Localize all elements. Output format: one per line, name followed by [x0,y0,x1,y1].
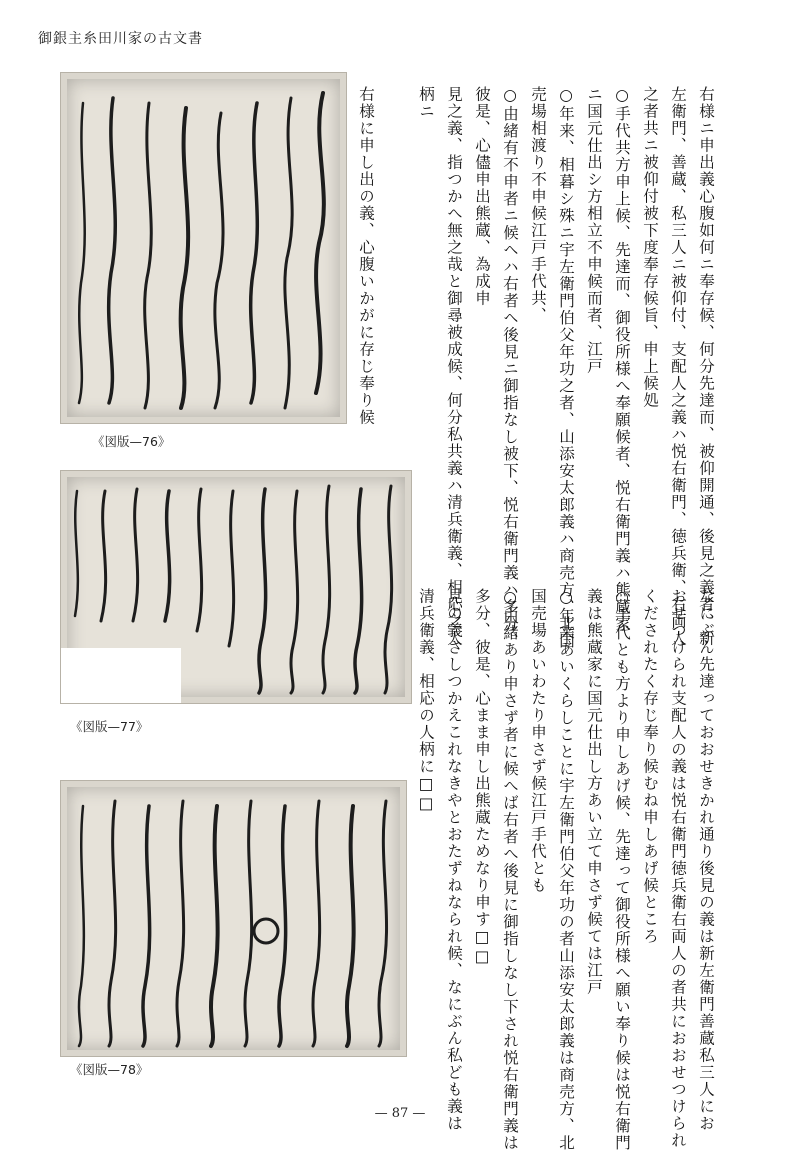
page-number: — 87 — [374,1106,426,1121]
text-line: 右様ニ申出義心腹如何ニ奉存候、何分先達而、被仰開通、後見之義者、新 [697,86,715,647]
text-line: くだされたく存じ奉り候むね申しあげ候ところ [641,588,659,945]
text-line: ○手代共方申上候、先達而、御役所様へ奉願候者、悦右衛門義ハ熊蔵家 [613,86,631,633]
calligraphy-strokes [61,781,406,1056]
text-line: おせつけられ支配人の義は悦右衛門徳兵衛右両人の者共におおせつけられ [669,588,687,1149]
text-line: ○由緒あり申さず者に候へば右者へ後見に御指しなし下され悦右衛門義は [501,588,519,1152]
text-line: 清兵衛義、相応の人柄に□□ [417,588,435,814]
text-line: 国売場あいわたり申さず候江戸手代とも [529,588,547,894]
figure-76-label: 《図版—76》 [92,434,171,449]
figure-77-image [60,470,412,704]
text-line: 売場相渡り不申候江戸手代共、 [529,86,547,324]
text-line: なにぶん先達っておおせきかれ通り後見の義は新左衛門善蔵私三人にお [697,588,715,1132]
text-line: ○年来、相暮シ殊ニ宇左衛門伯父年功之者、山添安太郎義ハ商売方、北国 [557,86,575,650]
figure-78-label: 《図版—78》 [70,1062,149,1077]
figure-78-image [60,780,407,1057]
figure-76-image [60,72,347,424]
text-line: ○年来あいくらしことに宇左衛門伯父年功の者山添安太郎義は商売方、北 [557,588,575,1152]
text-line: 義は熊蔵家に国元仕出し方あい立て申さず候ては江戸 [585,588,603,996]
text-line: ○由緒有不申者ニ候ヘハ右者ヘ後見ニ御指なし被下、悦右衛門義ハ多分、 [501,86,519,650]
text-line: ニ国元仕出シ方相立不申候而者、江戸 [585,86,603,375]
text-line: 彼是、心儘申出熊蔵、為成申 [473,86,491,307]
text-line: 左衛門、善蔵、私三人ニ被仰付、支配人之義ハ悦右衛門、徳兵衛、右両人 [669,86,687,647]
original-transcription [412,86,720,650]
text-line: 之者共ニ被仰付被下度奉存候旨、申上候処 [641,86,659,409]
calligraphy-strokes [61,73,346,423]
text-line: 多分、彼是、心まま申し出熊蔵ためなり申す□□ [473,588,491,967]
figure-77-label: 《図版—77》 [70,719,149,734]
figure-76-reading: 右様に申し出の義、心腹いかがに存じ奉り候 [357,86,375,426]
running-header: 御銀主糸田川家の古文書 [38,31,203,47]
modern-reading [412,588,720,1152]
text-line: ○手代とも方より申しあげ候、先達って御役所様へ願い奉り候は悦右衛門 [613,588,631,1152]
text-line: 見の義さしつかえこれなきやとおたずねなられ候、なにぶん私ども義は [445,588,463,1132]
text-line: 柄ニ [417,86,435,120]
text-line: 見之義、指つかへ無之哉と御尋被成候、何分私共義ハ清兵衛義、相応之人 [445,86,463,647]
